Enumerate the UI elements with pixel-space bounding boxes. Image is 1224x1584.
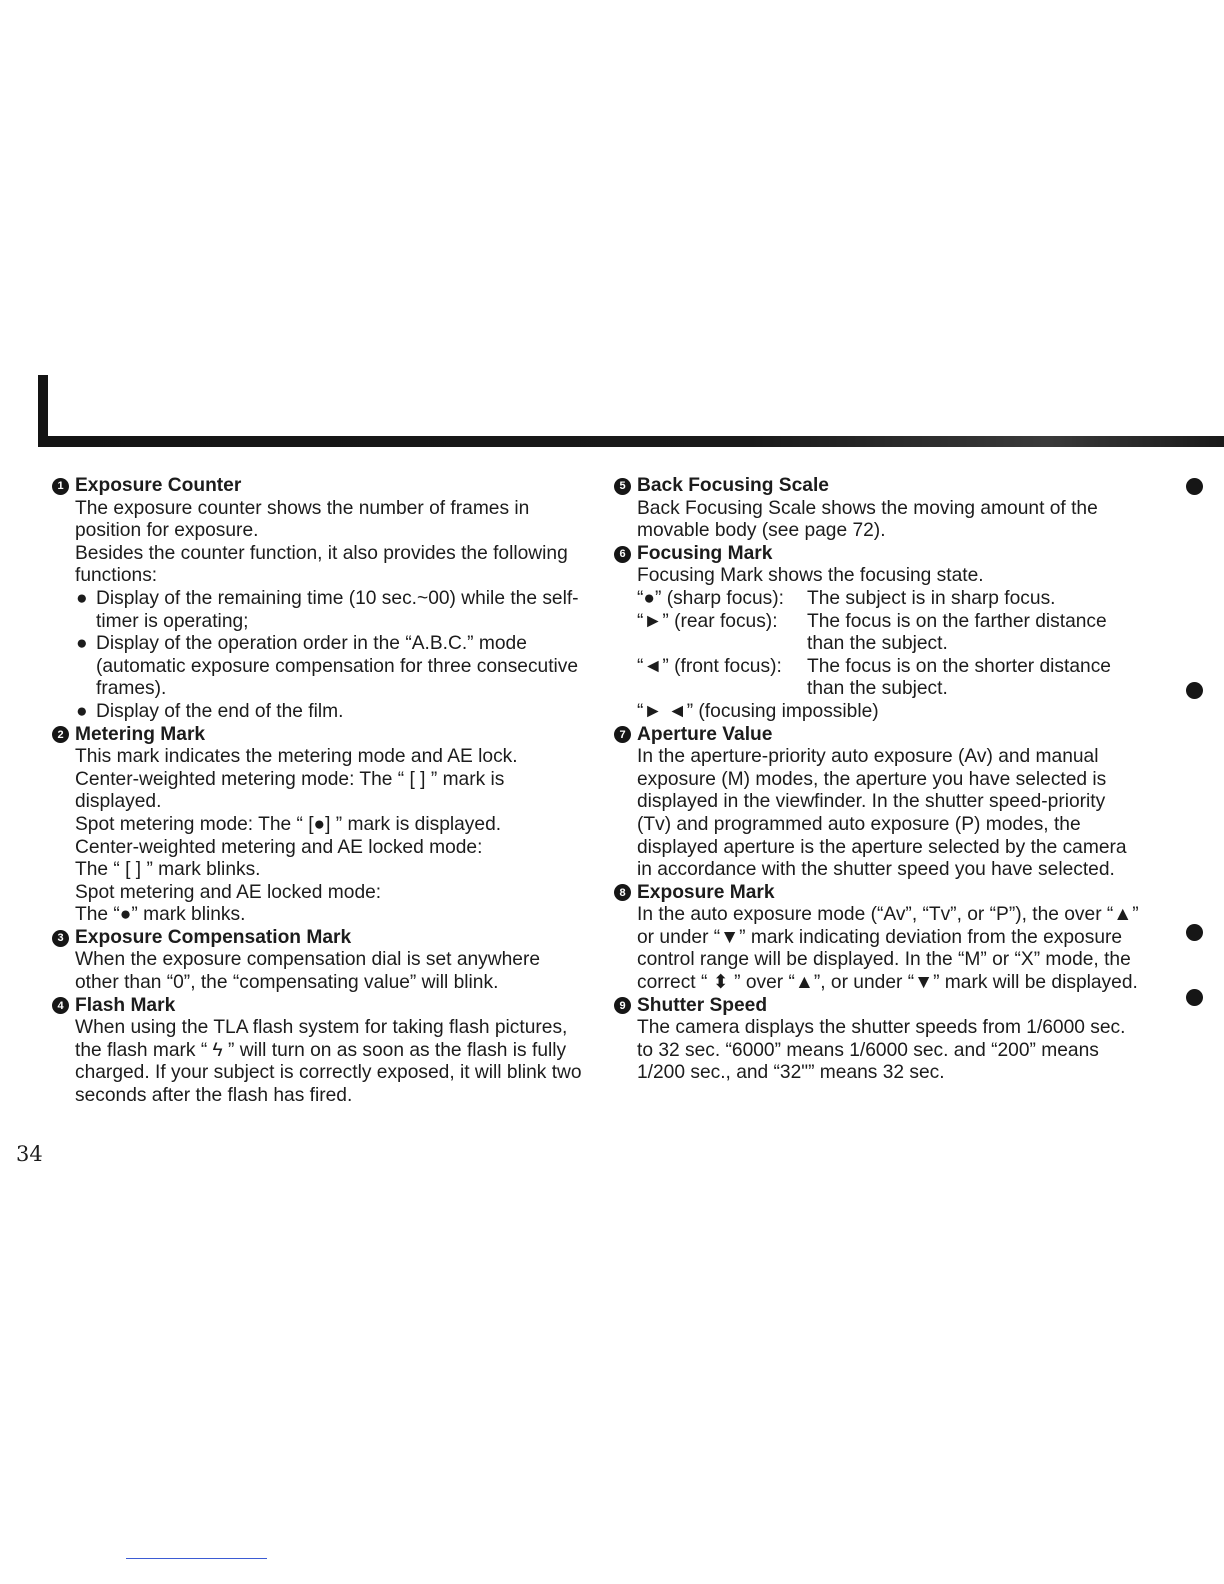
footer-underline: [126, 1558, 267, 1559]
paragraph: In the aperture-priority auto exposure (Av) and manual exposure (M) modes, the aperture you have selected is displayed in the viewfinder. In the shutter speed-priority (Tv) and programmed auto exposure (P) modes, the displayed aperture is the aperture selected by the camera in accordance with the shutter speed you have selected.: [637, 746, 1127, 881]
left-column: [52, 475, 582, 1108]
section-title: Metering Mark: [75, 723, 206, 745]
paragraph: Back Focusing Scale shows the moving amount of the movable body (see page 72).: [637, 497, 1098, 542]
paragraph: The camera displays the shutter speeds from 1/6000 sec. to 32 sec. “6000” means 1/6000 sec. and “200” means 1/200 sec., and “32"” means 32 sec.: [637, 1017, 1126, 1084]
section-exposure-mark: [614, 882, 1144, 995]
section-flash-mark: [52, 995, 582, 1108]
focus-state-row: “●” (sharp focus): The subject is in sharp focus.: [637, 587, 1056, 609]
page-number: 34: [16, 1142, 43, 1166]
number-badge-icon: 6: [614, 546, 631, 563]
section-shutter-speed: [614, 995, 1144, 1085]
paragraph: “► ◄” (focusing impossible): [637, 700, 879, 722]
section-focusing-mark: [614, 543, 1144, 724]
paragraph: The “ [ ] ” mark blinks.: [75, 859, 261, 881]
bullet-icon: ●: [76, 587, 88, 609]
paragraph: Spot metering and AE locked mode:: [75, 881, 382, 903]
bullet-item: ● Display of the end of the film.: [76, 700, 344, 722]
section-exposure-compensation-mark: [52, 927, 582, 995]
number-badge-icon: [1186, 478, 1203, 495]
paragraph: In the auto exposure mode (“Av”, “Tv”, or “P”), the over “▲” or under “▼” mark indicating deviation from the exposure control range will be displayed. In the “M” or “X” mode, the correct “ ⬍ ” over “▲”, or under “▼” mark will be displayed.: [637, 904, 1139, 994]
section-back-focusing-scale: [614, 475, 1144, 543]
right-column: [614, 475, 1144, 1085]
paragraph: This mark indicates the metering mode and AE lock.: [75, 746, 518, 768]
section-title: Flash Mark: [75, 994, 176, 1016]
paragraph: The exposure counter shows the number of frames in position for exposure.: [75, 497, 530, 542]
section-title: Exposure Mark: [637, 881, 775, 903]
number-badge-icon: [1186, 924, 1203, 941]
bullet-item: ● Display of the remaining time (10 sec.~00) while the self-timer is operating;: [76, 587, 579, 632]
number-badge-icon: 8: [614, 884, 631, 901]
paragraph: When using the TLA flash system for taking flash pictures, the flash mark “ ϟ ” will turn on as soon as the flash is fully charged. If your subject is correctly exposed, it will blink two seconds after the flash has fired.: [75, 1017, 582, 1107]
section-title: Exposure Compensation Mark: [75, 926, 352, 948]
number-badge-icon: 9: [614, 997, 631, 1014]
focus-state-row: “◄” (front focus): The focus is on the shorter distance than the subject.: [637, 655, 1111, 700]
section-title: Focusing Mark: [637, 542, 773, 564]
paragraph: Focusing Mark shows the focusing state.: [637, 565, 984, 587]
focus-state-list: [637, 588, 1144, 701]
focus-state-row: “►” (rear focus): The focus is on the farther distance than the subject.: [637, 610, 1107, 655]
section-aperture-value: [614, 724, 1144, 882]
number-badge-icon: 7: [614, 726, 631, 743]
number-badge-icon: 5: [614, 478, 631, 495]
number-badge-icon: 4: [52, 997, 69, 1014]
section-title: Aperture Value: [637, 723, 773, 745]
section-title: Exposure Counter: [75, 475, 242, 496]
paragraph: When the exposure compensation dial is set anywhere other than “0”, the “compensating value” will blink.: [75, 949, 541, 994]
section-title: Back Focusing Scale: [637, 475, 829, 496]
section-metering-mark: [52, 724, 582, 927]
number-badge-icon: 1: [52, 478, 69, 495]
next-page-edge: [1186, 475, 1224, 1006]
section-exposure-counter: [52, 475, 582, 724]
paragraph: Besides the counter function, it also provides the following functions:: [75, 542, 568, 587]
number-badge-icon: [1186, 682, 1203, 699]
bullet-icon: ●: [76, 700, 88, 722]
number-badge-icon: 2: [52, 726, 69, 743]
section-title: Shutter Speed: [637, 994, 768, 1016]
section-header-bar-horizontal: [38, 436, 1224, 447]
paragraph: Center-weighted metering mode: The “ [ ] ” mark is displayed.: [75, 768, 505, 813]
number-badge-icon: [1186, 989, 1203, 1006]
number-badge-icon: 3: [52, 930, 69, 947]
paragraph: Center-weighted metering and AE locked mode:: [75, 836, 483, 858]
paragraph: Spot metering mode: The “ [●] ” mark is displayed.: [75, 813, 502, 835]
bullet-icon: ●: [76, 633, 88, 655]
bullet-item: ● Display of the operation order in the “A.B.C.” mode (automatic exposure compensation for three consecutive frames).: [76, 633, 579, 700]
paragraph: The “●” mark blinks.: [75, 904, 246, 926]
